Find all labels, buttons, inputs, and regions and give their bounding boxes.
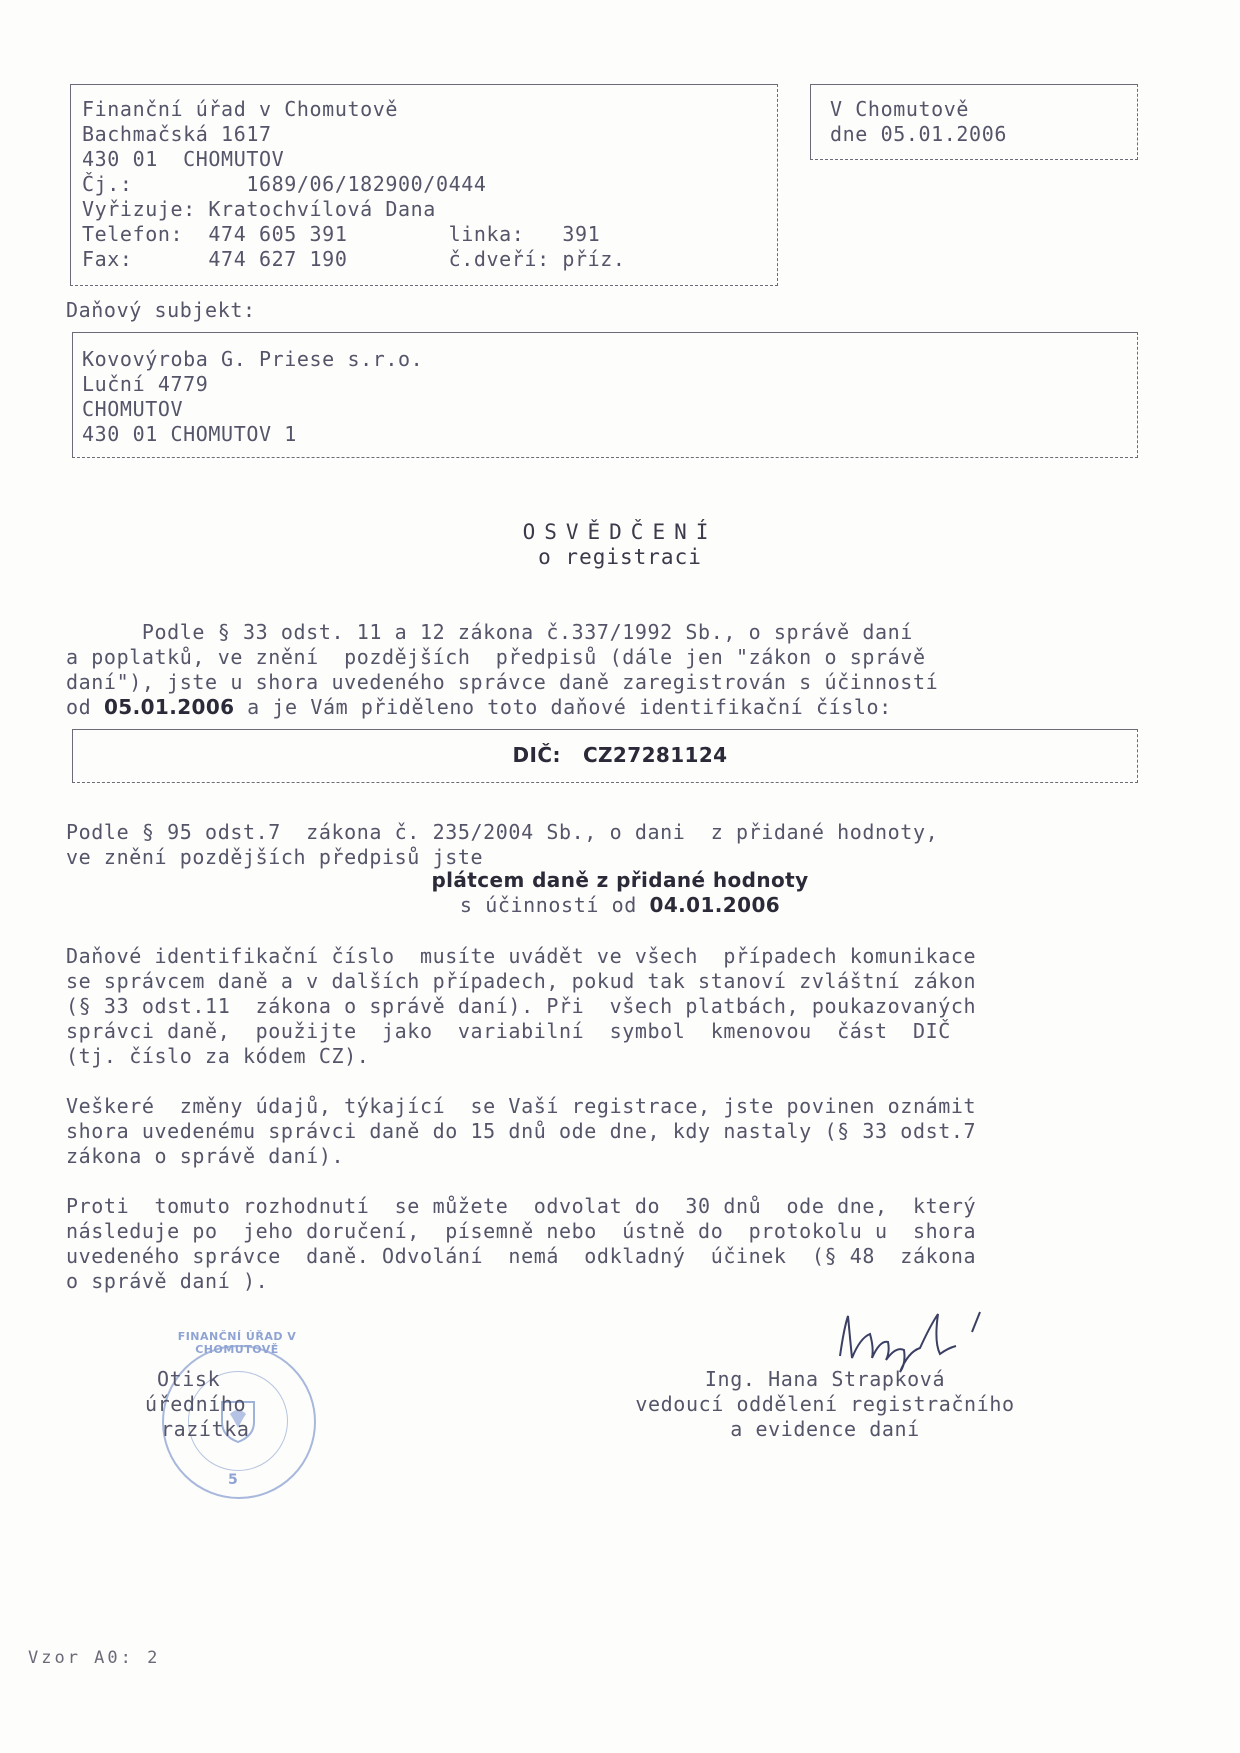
stamp-ring-text: FINANČNÍ ÚŘAD V CHOMUTOVĚ bbox=[177, 1330, 297, 1356]
appeal-line-1: Proti tomuto rozhodnutí se můžete odvolat do 30 dnů ode dne, který bbox=[66, 1194, 977, 1218]
vat-payer: plátcem daně z přidané hodnoty bbox=[431, 868, 809, 892]
signatory-block bbox=[590, 1367, 1060, 1442]
signatory-name: Ing. Hana Strapková bbox=[704, 1367, 946, 1391]
registration-paragraph bbox=[66, 620, 938, 720]
fax-line: Fax: 474 627 190 č.dveří: příz. bbox=[82, 247, 626, 271]
office-city: 430 01 CHOMUTOV bbox=[82, 147, 285, 171]
appeal-paragraph bbox=[66, 1194, 976, 1294]
office-address bbox=[82, 97, 626, 272]
usage-line-5: (tj. číslo za kódem CZ). bbox=[66, 1044, 370, 1068]
vat-effective-date: 04.01.2006 bbox=[649, 893, 781, 917]
form-code: Vzor A0: 2 bbox=[28, 1648, 161, 1668]
appeal-line-2: následuje po jeho doručení, písemně nebo ústně do protokolu u shora bbox=[66, 1219, 977, 1243]
appeal-line-3: uvedeného správce daně. Odvolání nemá odkladný účinek (§ 48 zákona bbox=[66, 1244, 977, 1268]
subject-address bbox=[82, 347, 423, 447]
subject-town: CHOMUTOV bbox=[82, 397, 184, 421]
handled-by: Vyřizuje: Kratochvílová Dana bbox=[82, 197, 436, 221]
vat-paragraph bbox=[66, 820, 938, 870]
dic-usage-paragraph bbox=[66, 944, 976, 1069]
reference-number: Čj.: 1689/06/182900/0444 bbox=[82, 172, 487, 196]
appeal-line-4: o správě daní ). bbox=[66, 1269, 269, 1293]
reg-line-4-pre: od bbox=[66, 695, 104, 719]
stamp-label-3: razítka bbox=[161, 1417, 250, 1441]
changes-line-3: zákona o správě daní). bbox=[66, 1144, 345, 1168]
subject-postal: 430 01 CHOMUTOV 1 bbox=[82, 422, 297, 446]
registration-date: 05.01.2006 bbox=[103, 695, 235, 719]
dic-value: CZ27281124 bbox=[582, 743, 728, 767]
stamp-label-1: Otisk bbox=[157, 1367, 221, 1391]
changes-line-2: shora uvedenému správci daně do 15 dnů ode dne, kdy nastaly (§ 33 odst.7 bbox=[66, 1119, 977, 1143]
stamp-label-2: úředního bbox=[145, 1392, 247, 1416]
dic-label: DIČ: bbox=[512, 743, 561, 767]
signatory-position-2: a evidence daní bbox=[730, 1417, 920, 1441]
reg-line-2: a poplatků, ve znění pozdějších předpisů (dále jen "zákon o správě bbox=[66, 645, 926, 669]
phone-line: Telefon: 474 605 391 linka: 391 bbox=[82, 222, 601, 246]
issue-date: dne 05.01.2006 bbox=[830, 122, 1007, 146]
vat-line-1: Podle § 95 odst.7 zákona č. 235/2004 Sb., o dani z přidané hodnoty, bbox=[66, 820, 939, 844]
subject-label: Daňový subjekt: bbox=[66, 298, 256, 322]
place-date bbox=[830, 97, 1007, 147]
place: V Chomutově bbox=[830, 97, 970, 121]
signatory-position-1: vedoucí oddělení registračního bbox=[635, 1392, 1015, 1416]
document-subtitle: o registraci bbox=[538, 545, 702, 569]
reg-line-4 bbox=[66, 695, 938, 720]
subject-company: Kovovýroba G. Priese s.r.o. bbox=[82, 347, 424, 371]
dic-line bbox=[0, 743, 1240, 767]
usage-line-1: Daňové identifikační číslo musíte uvádět ve všech případech komunikace bbox=[66, 944, 977, 968]
office-name: Finanční úřad v Chomutově bbox=[82, 97, 399, 121]
subject-street: Luční 4779 bbox=[82, 372, 209, 396]
document-title: OSVĚDČENÍ bbox=[522, 520, 718, 544]
changes-paragraph bbox=[66, 1094, 976, 1169]
reg-line-3: daní"), jste u shora uvedeného správce daně zaregistrován s účinností bbox=[66, 670, 939, 694]
reg-line-4-post: a je Vám přiděleno toto daňové identifikační číslo: bbox=[234, 695, 892, 719]
reg-line-1: Podle § 33 odst. 11 a 12 zákona č.337/1992 Sb., o správě daní bbox=[66, 620, 913, 644]
vat-line-2: ve znění pozdějších předpisů jste bbox=[66, 845, 484, 869]
vat-effective bbox=[0, 893, 1240, 918]
changes-line-1: Veškeré změny údajů, týkající se Vaší registrace, jste povinen oznámit bbox=[66, 1094, 977, 1118]
usage-line-4: správci daně, použijte jako variabilní symbol kmenovou část DIČ bbox=[66, 1019, 951, 1043]
usage-line-3: (§ 33 odst.11 zákona o správě daní). Při všech platbách, poukazovaných bbox=[66, 994, 977, 1018]
stamp-number: 5 bbox=[228, 1472, 238, 1488]
usage-line-2: se správcem daně a v dalších případech, pokud tak stanoví zvláštní zákon bbox=[66, 969, 977, 993]
office-street: Bachmačská 1617 bbox=[82, 122, 272, 146]
stamp-label bbox=[145, 1367, 250, 1442]
vat-effective-pre: s účinností od bbox=[459, 893, 650, 917]
